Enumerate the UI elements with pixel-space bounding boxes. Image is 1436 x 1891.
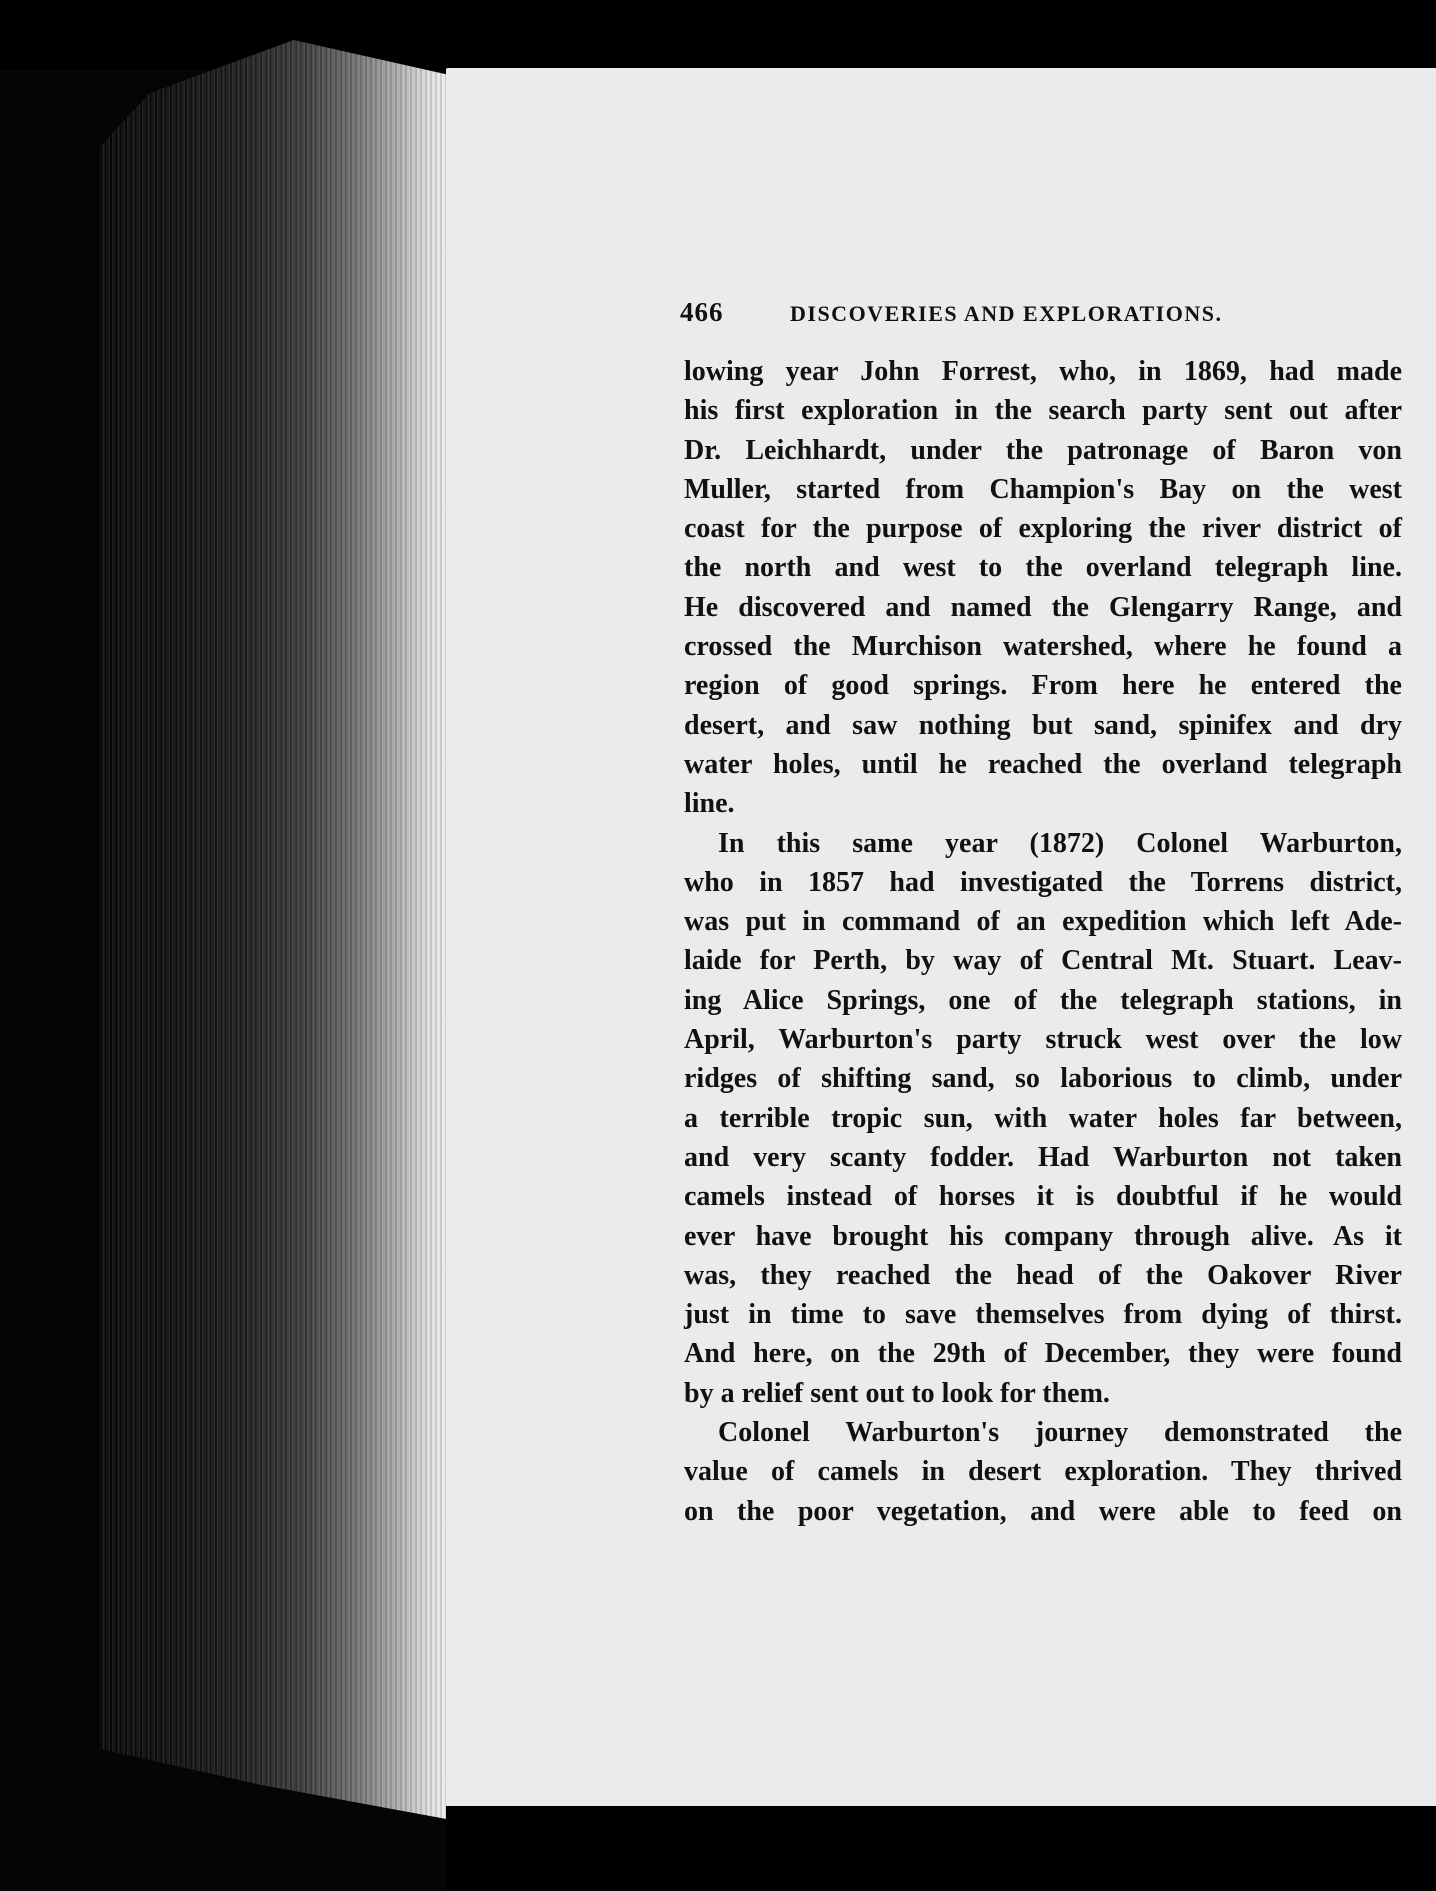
running-title: DISCOVERIES AND EXPLORATIONS. xyxy=(790,301,1223,326)
text-line: lowing year John Forrest, who, in 1869, had made xyxy=(684,356,1402,387)
text-line: the north and west to the overland telegraph line. xyxy=(684,552,1402,584)
text-line: value of camels in desert exploration. They thrived xyxy=(684,1456,1402,1488)
text-line: ever have brought his company through alive. As it xyxy=(684,1220,1402,1252)
text-line: He discovered and named the Glengarry Range, and xyxy=(684,591,1402,623)
text-line: line. xyxy=(684,788,735,820)
running-head xyxy=(680,297,1410,337)
text-line: region of good springs. From here he entered the xyxy=(684,670,1402,702)
text-line: camels instead of horses it is doubtful if he would xyxy=(684,1181,1402,1213)
text-line: In this same year (1872) Colonel Warburton, xyxy=(718,827,1402,859)
book-page-edges xyxy=(100,40,452,1820)
text-line: just in time to save themselves from dying of thirst. xyxy=(684,1299,1402,1331)
text-line: coast for the purpose of exploring the river district of xyxy=(684,513,1402,545)
text-line: laide for Perth, by way of Central Mt. Stuart. Leav- xyxy=(684,945,1402,977)
text-line: and very scanty fodder. Had Warburton not taken xyxy=(684,1141,1402,1173)
text-line: who in 1857 had investigated the Torrens district, xyxy=(684,866,1402,898)
text-line: desert, and saw nothing but sand, spinifex and dry xyxy=(684,709,1402,741)
text-line: Colonel Warburton's journey demonstrated the xyxy=(718,1417,1402,1449)
text-line: water holes, until he reached the overland telegraph xyxy=(684,748,1402,780)
text-line: Muller, started from Champion's Bay on the west xyxy=(684,473,1402,505)
text-line: was, they reached the head of the Oakover River xyxy=(684,1259,1402,1291)
text-line: a terrible tropic sun, with water holes far between, xyxy=(684,1102,1402,1134)
text-line: his first exploration in the search party sent out after xyxy=(684,395,1402,427)
text-line: crossed the Murchison watershed, where he found a xyxy=(684,631,1402,663)
text-line: Dr. Leichhardt, under the patronage of Baron von xyxy=(684,434,1402,466)
body-text xyxy=(684,352,1402,1531)
text-line: ridges of shifting sand, so laborious to climb, under xyxy=(684,1063,1402,1095)
scan-bottom-border xyxy=(446,1806,1436,1891)
text-line: April, Warburton's party struck west over the low xyxy=(684,1024,1402,1056)
text-line: And here, on the 29th of December, they were found xyxy=(684,1338,1402,1370)
text-line: was put in command of an expedition which left Ade- xyxy=(684,906,1402,938)
text-line: by a relief sent out to look for them. xyxy=(684,1377,1110,1409)
page-number: 466 xyxy=(680,297,724,327)
scan-top-border xyxy=(0,0,1436,70)
text-line: on the poor vegetation, and were able to feed on xyxy=(684,1495,1402,1527)
text-line: ing Alice Springs, one of the telegraph stations, in xyxy=(684,984,1402,1016)
